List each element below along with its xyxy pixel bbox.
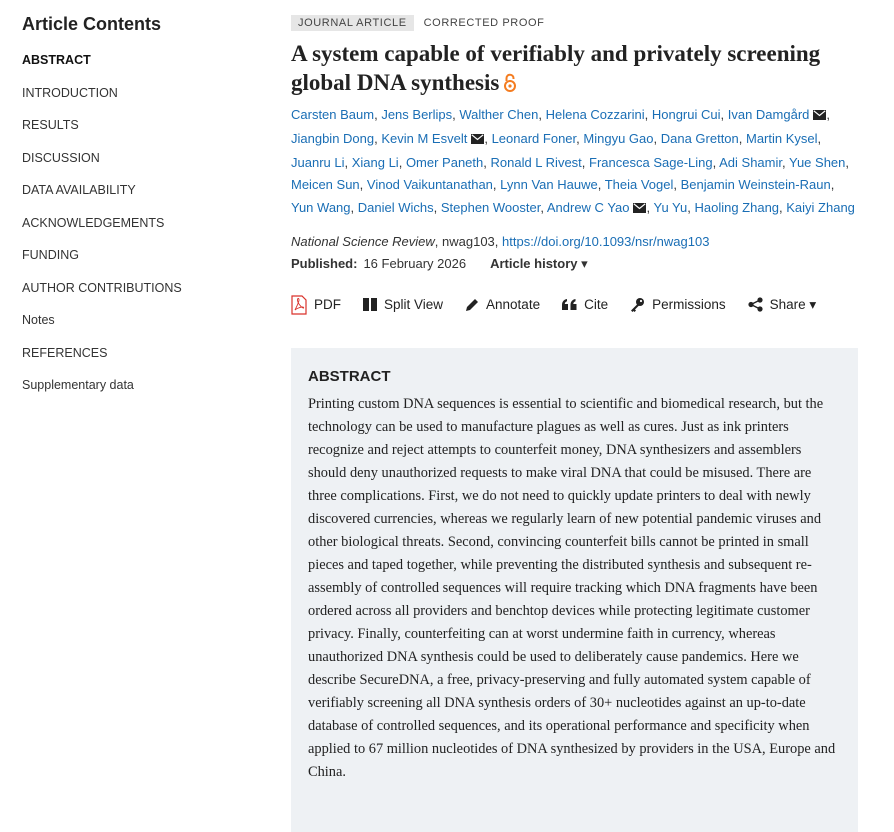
author-separator: , — [845, 154, 850, 170]
annotate-button[interactable] — [465, 297, 540, 312]
author-separator: , — [484, 130, 492, 146]
author-link[interactable]: Jiangbin Dong — [291, 130, 375, 146]
author-separator: , — [830, 177, 835, 193]
envelope-icon[interactable] — [633, 198, 646, 221]
author-link[interactable]: Kevin M Esvelt — [381, 130, 468, 146]
author-separator: , — [644, 107, 652, 122]
author-link[interactable]: Meicen Sun — [291, 177, 360, 193]
author-link[interactable]: Kaiyi Zhang — [786, 200, 855, 216]
article-toolbar — [291, 294, 858, 316]
author-link[interactable]: Helena Cozzarini — [545, 107, 645, 122]
author-link[interactable]: Francesca Sage-Ling — [589, 154, 713, 170]
envelope-icon[interactable] — [813, 105, 826, 128]
share-label: Share ▾ — [769, 296, 817, 312]
permissions-label: Permissions — [652, 297, 726, 313]
sidebar-list — [22, 52, 262, 410]
article-history-dropdown[interactable]: Article history ▾ — [490, 255, 588, 271]
split-view-icon — [363, 298, 377, 311]
sidebar-item-results[interactable]: RESULTS — [22, 118, 79, 132]
sidebar-item-supplementary-data[interactable]: Supplementary data — [22, 378, 134, 392]
author-link[interactable]: Walther Chen — [459, 107, 539, 122]
author-link[interactable]: Vinod Vaikuntanathan — [366, 177, 493, 193]
published-date: 16 February 2026 — [363, 255, 467, 271]
author-link[interactable]: Theia Vogel — [604, 177, 674, 193]
author-separator: , — [581, 154, 590, 170]
author-list — [291, 104, 858, 221]
author-link[interactable]: Juanru Li — [291, 154, 345, 170]
article-header — [291, 14, 858, 316]
sidebar-item-author-contributions[interactable]: AUTHOR CONTRIBUTIONS — [22, 280, 182, 295]
sidebar-item-funding[interactable]: FUNDING — [22, 248, 79, 262]
cite-label: Cite — [584, 297, 609, 313]
citation-line — [291, 231, 858, 253]
permissions-button[interactable] — [630, 297, 726, 312]
author-separator: , — [779, 200, 787, 216]
author-separator: , — [398, 154, 406, 170]
envelope-icon[interactable] — [471, 129, 484, 152]
article-title-text: A system capable of verifiably and privately screening global DNA synthesis — [291, 41, 821, 95]
author-separator: , — [826, 107, 831, 122]
author-separator: , — [359, 177, 367, 193]
author-link[interactable]: Leonard Foner — [491, 130, 577, 146]
author-separator: , — [374, 130, 382, 146]
sidebar-item-notes[interactable]: Notes — [22, 313, 55, 327]
author-link[interactable]: Jens Berlips — [381, 107, 453, 122]
pdf-button[interactable] — [291, 295, 341, 315]
pdf-icon — [291, 295, 307, 315]
author-link[interactable]: Ivan Damgård — [727, 107, 810, 122]
share-icon — [748, 297, 763, 312]
share-button[interactable] — [748, 297, 817, 313]
author-separator: , — [782, 154, 789, 170]
sidebar-item-abstract[interactable]: ABSTRACT — [22, 53, 91, 67]
author-separator: , — [433, 200, 441, 216]
author-separator: , — [576, 130, 584, 146]
open-access-icon — [503, 71, 517, 100]
author-separator: , — [738, 130, 746, 146]
article-title — [291, 39, 858, 100]
article-id: , nwag103, — [434, 233, 503, 249]
abstract-heading: ABSTRACT — [308, 368, 391, 385]
published-label: Published: — [291, 255, 358, 271]
author-separator: , — [483, 154, 491, 170]
author-separator: , — [374, 107, 382, 122]
article-badges — [291, 14, 858, 32]
quote-icon — [562, 299, 577, 310]
author-link[interactable]: Yu Yu — [653, 200, 688, 216]
author-link[interactable]: Lynn Van Hauwe — [500, 177, 598, 193]
annotate-label: Annotate — [486, 297, 541, 313]
author-link[interactable]: Daniel Wichs — [357, 200, 434, 216]
author-separator: , — [817, 130, 822, 146]
author-link[interactable]: Omer Paneth — [405, 154, 484, 170]
author-link[interactable]: Carsten Baum — [291, 107, 375, 122]
sidebar-item-data-availability[interactable]: DATA AVAILABILITY — [22, 183, 136, 197]
author-separator: , — [492, 177, 501, 193]
author-link[interactable]: Ronald L Rivest — [490, 154, 582, 170]
author-separator: , — [350, 200, 358, 216]
sidebar-item-discussion[interactable]: DISCUSSION — [22, 150, 100, 165]
author-link[interactable]: Dana Gretton — [660, 130, 739, 146]
author-link[interactable]: Benjamin Weinstein-Raun — [680, 177, 831, 193]
author-link[interactable]: Andrew C Yao — [546, 200, 630, 216]
author-separator: , — [653, 130, 661, 146]
abstract-section — [291, 348, 858, 832]
author-separator: , — [344, 154, 352, 170]
sidebar-item-introduction[interactable]: INTRODUCTION — [22, 85, 118, 100]
author-link[interactable]: Haoling Zhang — [694, 200, 780, 216]
author-link[interactable]: Yue Shen — [789, 154, 846, 170]
author-link[interactable]: Martin Kysel — [746, 130, 818, 146]
sidebar-item-references[interactable]: REFERENCES — [22, 345, 108, 360]
author-separator: , — [673, 177, 681, 193]
author-separator: , — [687, 200, 695, 216]
author-link[interactable]: Adi Shamir — [719, 154, 782, 170]
cite-button[interactable] — [562, 297, 608, 312]
author-separator: , — [540, 200, 547, 216]
author-separator: , — [538, 107, 546, 122]
author-link[interactable]: Xiang Li — [351, 154, 399, 170]
pdf-label: PDF — [314, 297, 341, 313]
article-status-badge: CORRECTED PROOF — [423, 17, 545, 29]
author-link[interactable]: Yun Wang — [291, 200, 351, 216]
abstract-text: Printing custom DNA sequences is essential to scientific and biomedical research, but the technology can be used to manufacture plagues as well as cures. Just as ink printers recognize and reject attempts to counterfeit money, DNA synthesizers and assemblers should deny unauthorized requests to make viral DNA that could be misused. There are three complications. First, we do not need to quickly update printers to deal with newly discovered currencies, whereas we regularly learn of new potential pandemic viruses and other biological threats. Second, convincing counterfeit bills cannot be printed in small pieces and taped together, while preventing the distributed synthesis and subsequent re-assembly of controlled sequences will require tracking which DNA fragments have been ordered across all providers and benchtop devices while protecting legitimate customer privacy. Finally, counterfeiting can at worst undermine faith in currency, whereas unauthorized DNA synthesis could be used to deliberately cause pandemics. Here we describe SecureDNA, a free, privacy-preserving and fully automated system capable of verifiably screening all DNA synthesis orders of 30+ nucleotides against an up-to-date database of controlled sequences, and its operational performance and specificity when applied to 67 million nucleotides of DNA synthesized by providers in the USA, Europe and China. — [308, 396, 836, 780]
split-view-label: Split View — [384, 297, 444, 313]
published-line — [291, 253, 858, 275]
sidebar-title: Article Contents — [22, 14, 162, 34]
author-link[interactable]: Stephen Wooster — [440, 200, 541, 216]
author-separator: , — [646, 200, 654, 216]
pencil-icon — [465, 298, 479, 312]
author-separator: , — [720, 107, 728, 122]
doi-link[interactable]: https://doi.org/10.1093/nsr/nwag103 — [502, 233, 710, 249]
author-separator: , — [597, 177, 605, 193]
author-link[interactable]: Mingyu Gao — [583, 130, 654, 146]
author-separator: , — [452, 107, 460, 122]
split-view-button[interactable] — [363, 297, 443, 312]
article-contents-sidebar — [22, 14, 262, 410]
article-type-badge: JOURNAL ARTICLE — [291, 15, 414, 31]
journal-name: National Science Review — [291, 233, 435, 249]
author-separator: , — [712, 154, 720, 170]
author-link[interactable]: Hongrui Cui — [651, 107, 721, 122]
sidebar-item-acknowledgements[interactable]: ACKNOWLEDGEMENTS — [22, 215, 165, 230]
key-icon — [630, 297, 645, 312]
